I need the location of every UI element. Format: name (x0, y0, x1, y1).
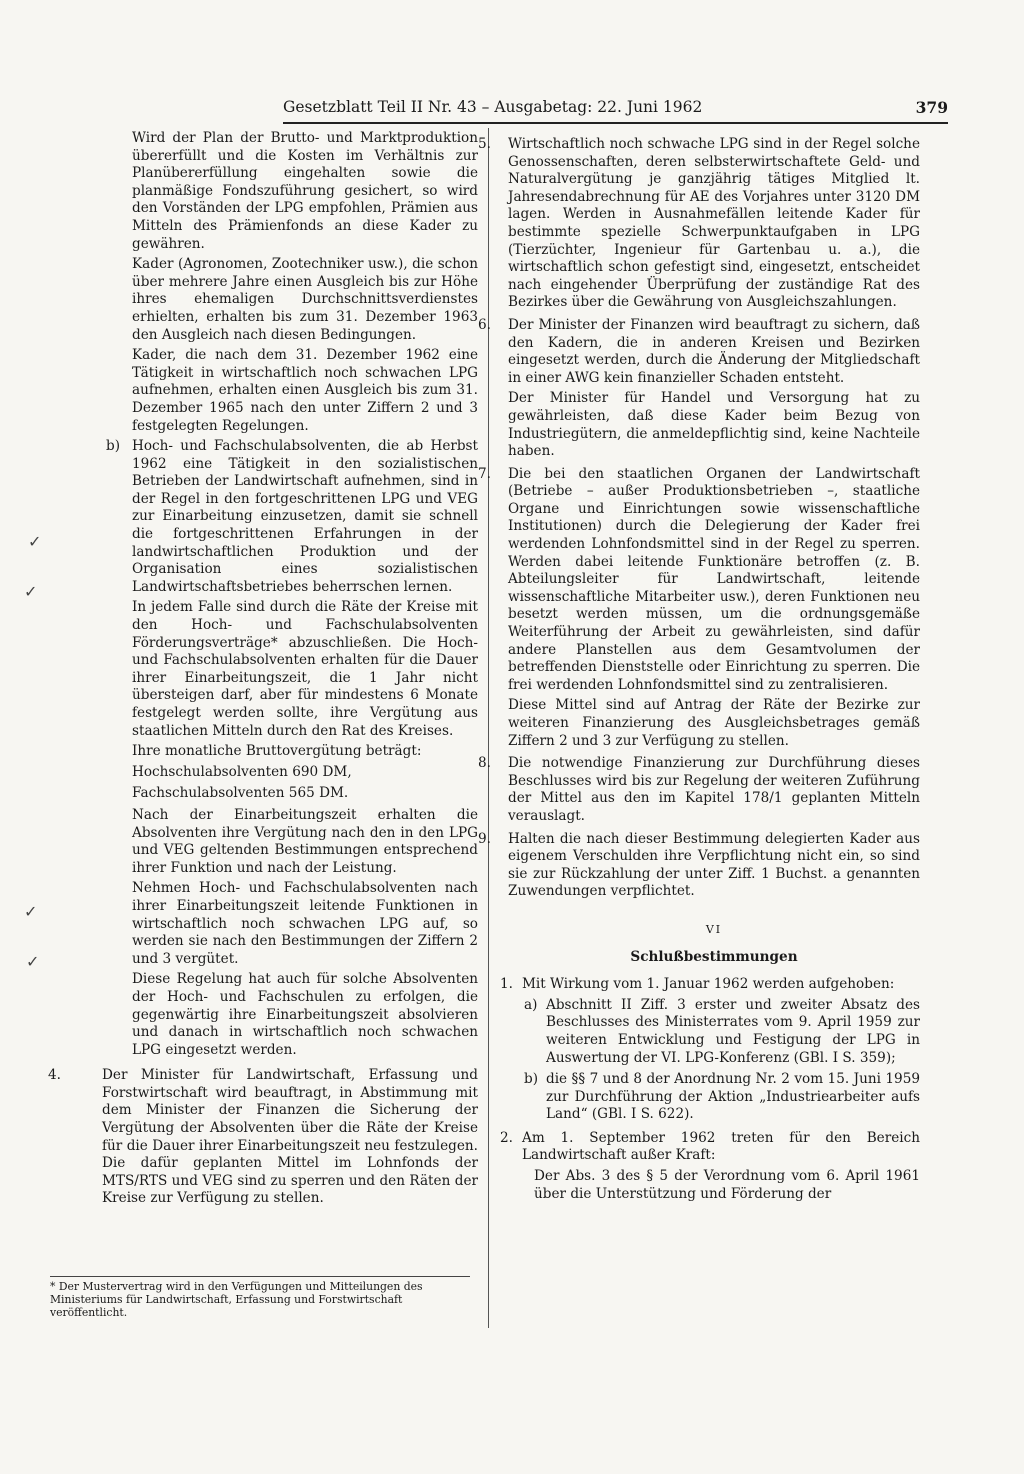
item-9 (478, 830, 920, 901)
paragraph: Diese Regelung hat auch für solche Absolventen der Hoch- und Fachschulen zu erfolgen, die gegenwärtig ihre Einarbeitungszeit absolvieren und danach in wirtschaftlich noch schwachen LPG eingesetzt werden. (132, 971, 478, 1058)
margin-mark-icon: ✓ (28, 532, 42, 551)
item-label: 8. (478, 755, 491, 772)
paragraph: Ihre monatliche Bruttovergütung beträgt: (132, 743, 422, 760)
item-label: b) (524, 1071, 539, 1088)
item-4 (48, 1067, 478, 1208)
item-b (106, 438, 478, 1059)
item-6 (478, 316, 920, 461)
paragraph: Mit Wirkung vom 1. Januar 1962 werden aufgehoben: (522, 976, 895, 993)
margin-mark-icon: ✓ (24, 582, 38, 601)
item-label: 2. (500, 1129, 513, 1146)
item-a-continuation (132, 130, 478, 435)
paragraph: Abschnitt II Ziff. 3 erster und zweiter Absatz des Beschlusses des Ministerrates vom 9. April 1959 zur weiteren Entwicklung und Festigung der LPG in Auswertung der VI. LPG-Konferenz (GBl. I S. 359); (546, 996, 920, 1066)
paragraph: Der Minister der Finanzen wird beauftragt zu sichern, daß den Kadern, die in anderen Kreisen und Bezirken eingesetzt werden, durch die Änderung der Mitgliedschaft in einer AWG kein finanzieller Schaden entsteht. (508, 316, 920, 386)
final-item-2 (500, 1129, 920, 1203)
paragraph: Wird der Plan der Brutto- und Marktproduktion übererfüllt und die Kosten im Verhältnis zur Planübererfüllung eingehalten sowie die planmäßige Fondszuführung gesichert, so wird den Vorständen der LPG empfohlen, Prämien aus Mitteln des Prämienfonds an diese Kader zu gewähren. (132, 130, 478, 252)
final-item-1a (524, 996, 920, 1067)
margin-mark-icon: ✓ (26, 952, 40, 971)
right-column (478, 136, 920, 1209)
section-title: Schlußbestimmungen (630, 948, 798, 965)
page-header (283, 98, 948, 124)
paragraph: Die notwendige Finanzierung zur Durchführung dieses Beschlusses wird bis zur Regelung der weiteren Zuführung der Mittel aus den im Kapitel 178/1 geplanten Mitteln verauslagt. (508, 755, 920, 824)
margin-mark-icon: ✓ (24, 902, 38, 921)
paragraph: Die bei den staatlichen Organen der Landwirtschaft (Betriebe – außer Produktionsbetrieben –, staatliche Organe und Einrichtungen sowie wissenschaftliche Institutionen) durch die Delegierung der Kader frei werdenden Lohnfondsmittel sind in der Regel zu sperren. Werden dabei leitende Funktionäre betroffen (z. B. Abteilungsleiter für Landwirtschaft, leitende wissenschaftliche Mitarbeiter usw.), deren Funktionen neu besetzt werden müssen, um die ordnungsgemäße Weiterführung der Arbeit zu gewährleisten, sind dafür andere Planstellen aus dem Gesamtvolumen der betreffenden Dienststelle oder Einrichtung zu sperren. Die frei werdenden Lohnfondsmittel sind zu zentralisieren. (508, 465, 920, 693)
page-number: 379 (915, 98, 948, 117)
left-column (48, 130, 478, 1213)
item-label: 1. (500, 976, 513, 993)
item-7 (478, 465, 920, 751)
amount-hochschule: Hochschulabsolventen 690 DM, (132, 763, 352, 780)
section-number: VI (705, 922, 723, 936)
paragraph: Kader, die nach dem 31. Dezember 1962 eine Tätigkeit in wirtschaftlich noch schwachen LPG aufnehmen, erhalten einen Ausgleich bis zum 31. Dezember 1965 nach den unter Ziffern 2 und 3 festgelegten Regelungen. (132, 347, 478, 434)
paragraph: Hoch- und Fachschulabsolventen, die ab Herbst 1962 eine Tätigkeit in den sozialistischen Betrieben der Landwirtschaft aufnehmen, sind in der Regel in den fortgeschrittenen LPG und VEG zur Einarbeitung einzusetzen, damit sie schnell die fortgeschrittenen Erfahrungen in der landwirtschaftlichen Produktion und der Organisation eines sozialistischen Landwirtschaftsbetriebes beherrschen lernen. (132, 438, 478, 595)
footnote: * Der Mustervertrag wird in den Verfügungen und Mitteilungen des Ministeriums für Landwirtschaft, Erfassung und Forstwirtschaft veröffentlicht. (50, 1276, 470, 1319)
item-8 (478, 755, 920, 825)
item-label: 6. (478, 316, 491, 333)
paragraph: Der Minister für Landwirtschaft, Erfassung und Forstwirtschaft wird beauftragt, in Abstimmung mit dem Minister der Finanzen die Sicherung der Vergütung der Absolventen über die Räte der Kreise für die Dauer ihrer Einarbeitungszeit neu festzulegen. Die dafür geplanten Mittel im Lohnfonds der MTS/RTS und VEG sind zu sperren und den Räten der Kreise zur Verfügung zu stellen. (102, 1067, 478, 1207)
item-label: 9. (478, 830, 491, 847)
final-item-1b (524, 1071, 920, 1124)
item-label: a) (524, 996, 538, 1013)
column-divider (488, 128, 489, 1328)
header-title: Gesetzblatt Teil II Nr. 43 – Ausgabetag: 22. Juni 1962 (283, 98, 703, 116)
item-label: 4. (48, 1067, 61, 1084)
paragraph: Der Abs. 3 des § 5 der Verordnung vom 6. April 1961 über die Unterstützung und Förderung der (534, 1168, 920, 1202)
paragraph: In jedem Falle sind durch die Räte der Kreise mit den Hoch- und Fachschulabsolventen Förderungsverträge* abzuschließen. Die Hoch- und Fachschulabsolventen erhalten für die Dauer ihrer Einarbeitungszeit, die 1 Jahr nicht übersteigen darf, aber für mindestens 6 Monate festgelegt werden sollte, ihre Vergütung aus staatlichen Mitteln durch den Rat des Kreises. (132, 599, 478, 739)
paragraph: Nach der Einarbeitungszeit erhalten die Absolventen ihre Vergütung nach den in den LPG und VEG geltenden Bestimmungen entsprechend ihrer Funktion und nach der Leistung. (132, 806, 478, 876)
paragraph: Nehmen Hoch- und Fachschulabsolventen nach ihrer Einarbeitungszeit leitende Funktionen in wirtschaftlich noch schwachen LPG auf, so werden sie nach den Bestimmungen der Ziffern 2 und 3 vergütet. (132, 880, 478, 967)
item-label: 5. (478, 136, 491, 152)
paragraph: Kader (Agronomen, Zootechniker usw.), die schon über mehrere Jahre einen Ausgleich bis zur Höhe ihres ehemaligen Durchschnittsverdienstes erhielten, erhalten bis zum 31. Dezember 1963 den Ausgleich nach diesen Bedingungen. (132, 256, 478, 343)
final-item-1 (500, 976, 920, 1124)
paragraph: Halten die nach dieser Bestimmung delegierten Kader aus eigenem Verschulden ihre Verpflichtung nicht ein, so sind sie zur Rückzahlung der unter Ziff. 1 Buchst. a genannten Zuwendungen verpflichtet. (508, 830, 920, 900)
paragraph: Der Minister für Handel und Versorgung hat zu gewährleisten, daß diese Kader beim Bezug von Industriegütern, die anmeldepflichtig sind, keine Nachteile haben. (508, 390, 920, 460)
paragraph: Wirtschaftlich noch schwache LPG sind in der Regel solche Genossenschaften, deren selbsterwirtschaftete Geld- und Naturalvergütung je ganzjährig tätiges Mitglied lt. Jahresendabrechnung für AE des Vorjahres unter 3120 DM lagen. Werden in Ausnahmefällen leitende Kader für bestimmte spezielle Schwerpunktaufgaben in LPG (Tierzüchter, Ingenieur für Gartenbau u. a.), die wirtschaftlich schon gefestigt sind, eingesetzt, entscheidet nach eingehender Überprüfung der zuständige Rat des Bezirkes über die Gewährung von Ausgleichszahlungen. (508, 136, 920, 311)
paragraph: Diese Mittel sind auf Antrag der Räte der Bezirke zur weiteren Finanzierung des Ausgleichsbetrages gemäß Ziffern 2 und 3 zur Verfügung zu stellen. (508, 697, 920, 749)
item-label: b) (106, 438, 121, 455)
paragraph: die §§ 7 und 8 der Anordnung Nr. 2 vom 15. Juni 1959 zur Durchführung der Aktion „Industriearbeiter aufs Land“ (GBl. I S. 622). (546, 1071, 920, 1123)
item-label: 7. (478, 465, 491, 482)
amount-fachschule: Fachschulabsolventen 565 DM. (132, 785, 349, 802)
item-5 (478, 136, 920, 312)
paragraph: Am 1. September 1962 treten für den Bereich Landwirtschaft außer Kraft: (522, 1129, 920, 1164)
